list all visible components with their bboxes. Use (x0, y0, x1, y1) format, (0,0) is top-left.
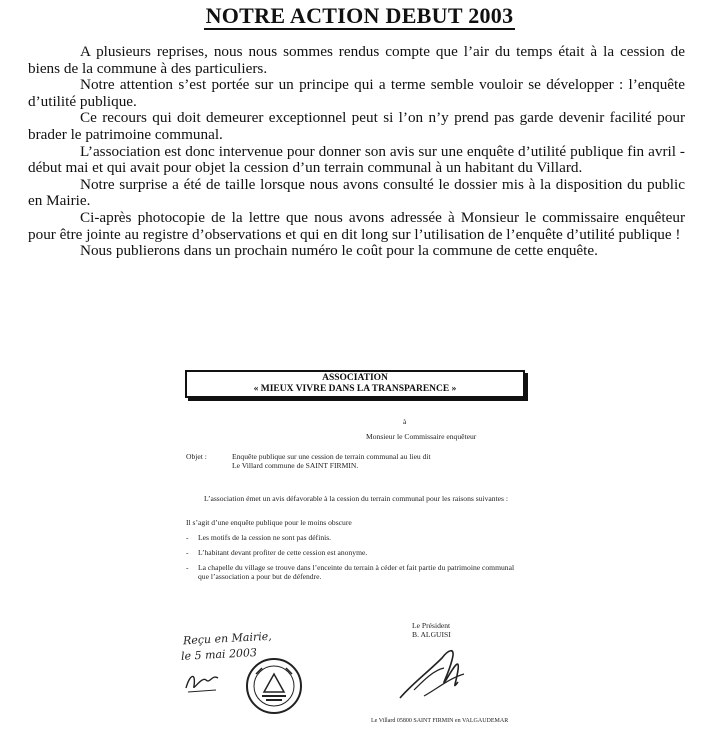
article-body (28, 44, 685, 260)
letter-reasons-list (186, 518, 516, 587)
letter-a-mark: à (403, 417, 407, 426)
paragraph: Ci-après photocopie de la lettre que nous avons adressée à Monsieur le commissaire enquêteur pour être jointe au registre d’observations et qui en dit long sur l’utilisation de l’enquête d’utilité publique ! (28, 208, 685, 243)
association-header-box (185, 370, 525, 398)
letter-signer (412, 621, 451, 639)
paragraph: Notre attention s’est portée sur un principe qui a terme semble vouloir se développer : l’enquête d’utilité publique. (28, 76, 685, 110)
list-item: Il s’agit d’une enquête publique pour le moins obscure (186, 518, 352, 527)
list-item: - Les motifs de la cession ne sont pas définis. (186, 533, 516, 542)
president-signature (394, 640, 474, 705)
paragraph: Ce recours qui doit demeurer exceptionnel peut si l’on n’y prend pas garde devenir facilité pour brader le patrimoine communal. (28, 109, 685, 143)
list-item: - L’habitant devant profiter de cette cession est anonyme. (186, 548, 516, 557)
list-item: - La chapelle du village se trouve dans l’enceinte du terrain à céder et fait partie du patrimoine communal que l’association a pour but de défendre. (186, 563, 516, 581)
page-title (0, 4, 719, 28)
handwritten-date-note: le 5 mai 2003 (180, 646, 258, 663)
title-text: NOTRE ACTION DEBUT 2003 (205, 3, 514, 28)
association-label: ASSOCIATION (322, 373, 388, 383)
paragraph: A plusieurs reprises, nous nous sommes rendus compte que l’air du temps était à la cession de biens de la commune à des particuliers. (28, 43, 685, 77)
letter-objet-line: Le Villard commune de SAINT FIRMIN. (232, 461, 359, 470)
letter-objet-line: Enquête publique sur une cession de terrain communal au lieu dit (232, 452, 431, 461)
association-name: « MIEUX VIVRE DANS LA TRANSPARENCE » (253, 384, 457, 394)
letter-footer-address: Le Villard 05800 SAINT FIRMIN en VALGAUDEMAR (371, 718, 509, 724)
signer-name: B. ALGUISI (412, 630, 451, 639)
letter-recipient: Monsieur le Commissaire enquêteur (366, 432, 477, 441)
initials-signature (182, 666, 222, 696)
signer-title: Le Président (412, 621, 451, 630)
paragraph: Notre surprise a été de taille lorsque nous avons consulté le dossier mis à la disposition du public en Mairie. (28, 175, 685, 210)
paragraph: Nous publierons dans un prochain numéro le coût pour la commune de cette enquête. (80, 242, 598, 260)
letter-objet-text (232, 452, 532, 470)
letter-intro: L’association émet un avis défavorable à la cession du terrain communal pour les raisons suivantes : (204, 494, 509, 503)
letter-objet-label: Objet : (186, 452, 207, 461)
handwritten-received-note: Reçu en Mairie, (182, 629, 273, 648)
mairie-stamp-icon (244, 656, 304, 716)
paragraph: L’association est donc intervenue pour donner son avis sur une enquête d’utilité publique fin avril - début mai et qui avait pour objet la cession d’un terrain communal à un habitant du Villard. (28, 142, 685, 177)
